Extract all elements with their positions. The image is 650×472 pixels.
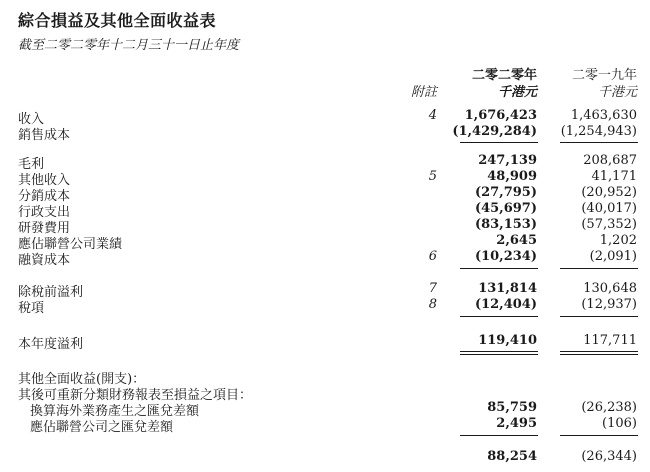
row-label: 應佔聯營公司業績 — [18, 237, 123, 252]
header-unit-current: 千港元 — [497, 85, 537, 100]
row-current: 2,645 — [496, 233, 537, 248]
row-label: 行政支出 — [18, 205, 71, 220]
row-note: 4 — [428, 108, 437, 123]
subtotal-rule-prior — [560, 316, 638, 317]
subtotal-rule-prior — [560, 435, 638, 436]
row-prior: (2,091) — [589, 249, 637, 264]
row-current: 1,676,423 — [464, 108, 537, 123]
row-current: 48,909 — [487, 169, 537, 184]
total-double-rule-prior — [560, 354, 638, 355]
row-prior: 117,711 — [583, 333, 637, 348]
row-prior: (26,344) — [581, 449, 637, 464]
row-prior: (20,952) — [581, 185, 637, 200]
row-label: 銷售成本 — [18, 128, 71, 143]
statement-subtitle: 截至二零二零年十二月三十一日止年度 — [18, 38, 240, 53]
row-prior: 1,463,630 — [570, 108, 637, 123]
row-prior: (26,238) — [581, 400, 637, 415]
row-note: 7 — [428, 281, 437, 296]
header-unit-prior: 千港元 — [597, 85, 637, 100]
total-double-rule-current — [460, 354, 538, 355]
row-current: (83,153) — [474, 217, 537, 232]
row-label: 融資成本 — [18, 253, 71, 268]
row-current: 119,410 — [478, 333, 537, 348]
row-note: 5 — [428, 169, 437, 184]
row-current: (10,234) — [474, 249, 537, 264]
row-prior: (12,937) — [581, 297, 637, 312]
row-label: 收入 — [18, 112, 45, 127]
row-current: (45,697) — [474, 201, 537, 216]
section-subheading: 其後可重新分類財務報表至損益之項目： — [18, 388, 253, 403]
row-label: 其他收入 — [18, 173, 71, 188]
row-current: 131,814 — [478, 281, 537, 296]
row-prior: (57,352) — [581, 217, 637, 232]
row-label: 稅項 — [18, 301, 45, 316]
row-label: 應佔聯營公司之匯兌差額 — [30, 420, 174, 435]
row-current: (27,795) — [474, 185, 537, 200]
subtotal-rule-current — [460, 268, 538, 269]
row-prior: (1,254,943) — [560, 124, 637, 139]
row-prior: 208,687 — [583, 153, 637, 168]
row-prior: (106) — [602, 416, 637, 431]
row-label: 除稅前溢利 — [18, 285, 84, 300]
row-prior: 41,171 — [591, 169, 637, 184]
row-note: 6 — [428, 249, 437, 264]
row-current: 247,139 — [478, 153, 537, 168]
row-label: 本年度溢利 — [18, 337, 84, 352]
section-heading: 其他全面收益(開支)： — [18, 372, 146, 387]
header-year-current: 二零二零年 — [471, 68, 537, 83]
subtotal-rule-current — [460, 142, 538, 143]
row-current: (1,429,284) — [452, 124, 537, 139]
statement-title: 綜合損益及其他全面收益表 — [18, 11, 217, 30]
row-prior: 130,648 — [583, 281, 637, 296]
total-double-rule-prior — [560, 351, 638, 352]
subtotal-rule-prior — [560, 268, 638, 269]
row-note: 8 — [428, 297, 437, 312]
row-label: 換算海外業務產生之匯兌差額 — [30, 404, 200, 419]
row-current: (12,404) — [474, 297, 537, 312]
row-prior: (40,017) — [581, 201, 637, 216]
row-label: 分銷成本 — [18, 189, 71, 204]
row-prior: 1,202 — [599, 233, 637, 248]
row-current: 88,254 — [487, 449, 537, 464]
subtotal-rule-current — [460, 435, 538, 436]
header-year-prior: 二零一九年 — [571, 68, 637, 83]
header-note: 附註 — [410, 85, 437, 100]
row-label: 研發費用 — [18, 221, 71, 236]
total-double-rule-current — [460, 351, 538, 352]
subtotal-rule-prior — [560, 142, 638, 143]
row-current: 85,759 — [487, 400, 537, 415]
row-label: 毛利 — [18, 157, 45, 172]
subtotal-rule-current — [460, 316, 538, 317]
row-current: 2,495 — [496, 416, 537, 431]
